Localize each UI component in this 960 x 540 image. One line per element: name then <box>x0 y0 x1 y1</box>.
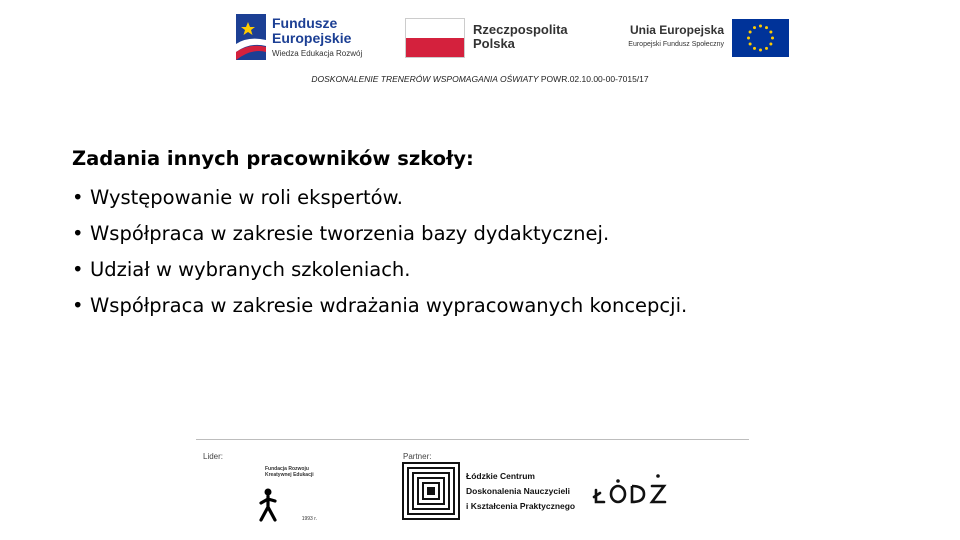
eu-star-icon <box>765 47 768 50</box>
slide-content <box>72 146 912 329</box>
bullet-icon: • <box>72 186 84 209</box>
lider-year: 1993 r. <box>301 516 317 522</box>
list-item-text: Współpraca w zakresie wdrażania wypracowanych koncepcji. <box>90 294 688 317</box>
eu-star-icon <box>769 43 772 46</box>
poland-logo <box>405 18 575 60</box>
bullet-icon: • <box>72 294 84 317</box>
list-item <box>72 257 912 283</box>
lider-label: Lider: <box>203 452 224 461</box>
poland-title-line1: Rzeczpospolita <box>473 22 568 37</box>
funds-title-line2: Europejskie <box>272 30 352 46</box>
partner-logo-line1: Łódzkie Centrum <box>466 471 535 481</box>
polish-flag-icon <box>405 18 465 58</box>
eu-star-icon <box>759 25 762 28</box>
partner-logo-line3: i Kształcenia Praktycznego <box>466 501 576 511</box>
eu-star-icon <box>753 47 756 50</box>
funds-subtitle: Wiedza Edukacja Rozwój <box>272 49 363 58</box>
eu-star-icon <box>765 26 768 29</box>
partner-logo-line2: Doskonalenia Nauczycieli <box>466 486 570 496</box>
funds-europe-icon <box>236 14 266 60</box>
lider-logo-text: Fundacja Rozwoju Kreatywnej Edukacji <box>265 466 314 478</box>
eu-title: Unia Europejska <box>629 23 724 37</box>
lodz-wordmark-icon <box>590 466 670 510</box>
eu-star-icon <box>753 26 756 29</box>
footer-divider <box>196 439 749 440</box>
eu-flag-icon <box>732 19 789 57</box>
poland-title-line2: Polska <box>473 36 515 51</box>
eu-star-icon <box>771 37 774 40</box>
funds-title-line1: Fundusze <box>272 15 338 31</box>
concentric-squares-icon <box>402 462 460 520</box>
eu-star-icon <box>747 37 750 40</box>
lodz-logo <box>590 466 670 510</box>
project-title: DOSKONALENIE TRENERÓW WSPOMAGANIA OŚWIATY <box>311 74 539 84</box>
walking-figure-icon <box>257 488 279 522</box>
bullet-icon: • <box>72 258 84 281</box>
eu-subtitle: Europejski Fundusz Społeczny <box>628 41 724 48</box>
bullet-icon: • <box>72 222 84 245</box>
list-item-text: Współpraca w zakresie tworzenia bazy dydaktycznej. <box>90 222 610 245</box>
project-code: POWR.02.10.00-00-7015/17 <box>538 74 649 84</box>
project-code-line <box>0 74 960 84</box>
list-item-text: Udział w wybranych szkoleniach. <box>90 258 411 281</box>
eu-star-icon <box>769 31 772 34</box>
funds-europe-logo <box>236 14 374 62</box>
list-item-text: Występowanie w roli ekspertów. <box>90 186 403 209</box>
partner-label: Partner: <box>403 452 432 461</box>
lider-logo <box>255 466 317 524</box>
partner-logo <box>402 462 576 524</box>
list-item <box>72 185 912 211</box>
eu-logo <box>600 18 790 60</box>
eu-star-icon <box>759 49 762 52</box>
list-item <box>72 293 912 319</box>
eu-star-icon <box>749 43 752 46</box>
task-list <box>72 185 912 319</box>
list-item <box>72 221 912 247</box>
eu-star-icon <box>749 31 752 34</box>
slide-heading: Zadania innych pracowników szkoły: <box>72 147 474 170</box>
